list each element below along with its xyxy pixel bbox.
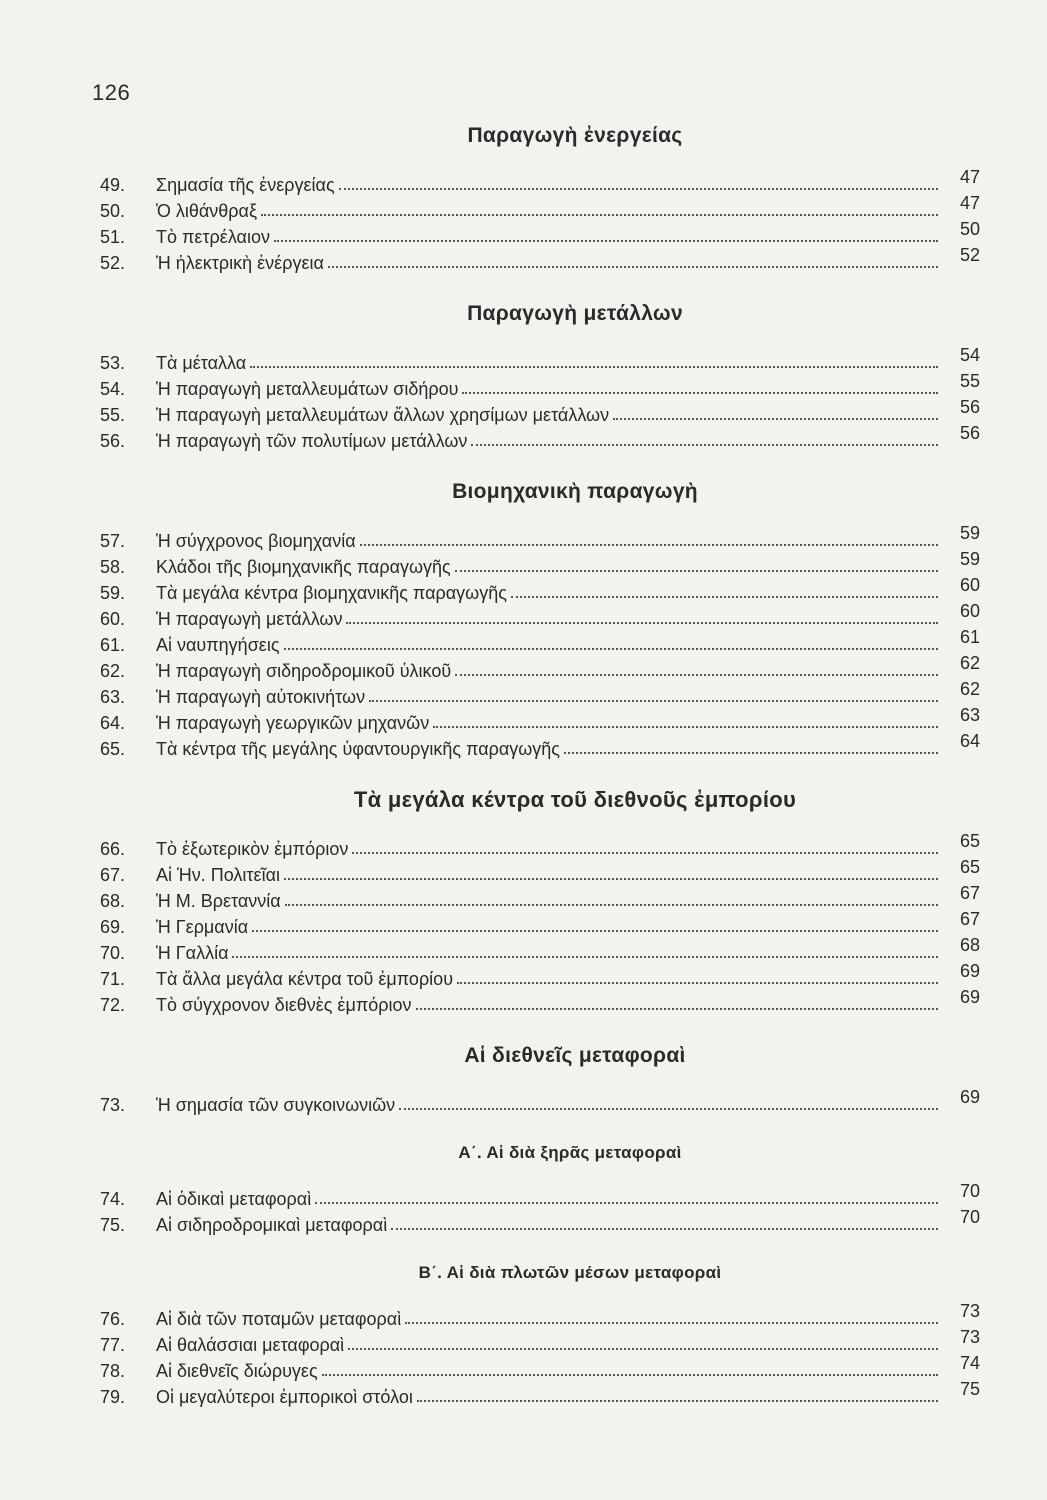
- entry-number: 62.: [100, 661, 126, 681]
- toc-entry: [100, 1207, 980, 1236]
- toc-entry: [100, 961, 980, 990]
- entry-page: 60: [959, 575, 980, 595]
- toc-entry: [100, 1353, 980, 1382]
- entry-page: 68: [959, 935, 980, 955]
- entry-number: 55.: [100, 405, 126, 425]
- entry-page: 73: [959, 1327, 980, 1347]
- toc-entry: [100, 909, 980, 938]
- entry-page: 75: [959, 1379, 980, 1399]
- leader-dots: [232, 956, 938, 958]
- toc-entry: [100, 193, 980, 222]
- entry-title: Αἱ ὁδικαὶ μεταφοραὶ: [156, 1189, 312, 1209]
- entry-page: 73: [959, 1301, 980, 1321]
- entry-number: 72.: [100, 995, 126, 1015]
- toc-entry: [100, 731, 980, 760]
- entry-number: 75.: [100, 1215, 126, 1235]
- entry-page: 59: [959, 549, 980, 569]
- entry-title: Τὰ κέντρα τῆς μεγάλης ὑφαντουργικῆς παραγωγῆς: [156, 739, 560, 759]
- entry-title: Τὸ ἐξωτερικὸν ἐμπόριον: [156, 839, 349, 859]
- leader-dots: [417, 1400, 938, 1402]
- leader-dots: [284, 878, 938, 880]
- leader-dots: [471, 444, 938, 446]
- entry-page: 62: [959, 653, 980, 673]
- toc-entry: [100, 1181, 980, 1210]
- toc-entry: [100, 1379, 980, 1408]
- leader-dots: [433, 726, 938, 728]
- entry-page: 54: [959, 345, 980, 365]
- entry-title: Τὸ πετρέλαιον: [156, 227, 270, 247]
- toc-entry: [100, 397, 980, 426]
- entry-page: 47: [959, 193, 980, 213]
- toc-entry: [100, 653, 980, 682]
- leader-dots: [416, 1008, 939, 1010]
- entry-title: Σημασία τῆς ἐνεργείας: [156, 175, 335, 195]
- entry-page: 56: [959, 423, 980, 443]
- entry-number: 61.: [100, 635, 126, 655]
- entry-page: 56: [959, 397, 980, 417]
- entry-title: Ἡ παραγωγὴ μεταλλευμάτων ἄλλων χρησίμων μετάλλων: [156, 405, 610, 425]
- toc-entry: [100, 549, 980, 578]
- toc-entry: [100, 219, 980, 248]
- entry-number: 54.: [100, 379, 126, 399]
- entry-title: Αἱ διεθνεῖς διώρυγες: [156, 1361, 318, 1381]
- entry-title: Ἡ παραγωγὴ τῶν πολυτίμων μετάλλων: [156, 431, 468, 451]
- toc-entry: [100, 935, 980, 964]
- entry-title: Τὰ ἄλλα μεγάλα κέντρα τοῦ ἐμπορίου: [156, 969, 454, 989]
- leader-dots: [285, 904, 938, 906]
- entry-title: Ἡ Γερμανία: [156, 917, 249, 937]
- entry-page: 69: [959, 1087, 980, 1107]
- entry-number: 53.: [100, 353, 126, 373]
- leader-dots: [252, 930, 938, 932]
- leader-dots: [328, 266, 938, 268]
- toc-section-land-transport: [100, 1138, 980, 1236]
- leader-dots: [352, 852, 938, 854]
- entry-page: 67: [959, 909, 980, 929]
- toc-entry: [100, 167, 980, 196]
- entry-page: 69: [959, 987, 980, 1007]
- leader-dots: [391, 1228, 938, 1230]
- entry-number: 49.: [100, 175, 126, 195]
- entry-title: Κλάδοι τῆς βιομηχανικῆς παραγωγῆς: [156, 557, 451, 577]
- toc-entry: [100, 523, 980, 552]
- entry-title: Ἡ σύγχρονος βιομηχανία: [156, 531, 356, 551]
- entry-page: 55: [959, 371, 980, 391]
- leader-dots: [250, 366, 938, 368]
- entry-title: Τὰ μεγάλα κέντρα βιομηχανικῆς παραγωγῆς: [156, 583, 507, 603]
- entry-number: 51.: [100, 227, 126, 247]
- entry-title: Ἡ ἠλεκτρικὴ ἐνέργεια: [156, 253, 324, 273]
- section-heading: Παραγωγὴ μετάλλων: [467, 302, 683, 325]
- entry-title: Ὁ λιθάνθραξ: [156, 201, 258, 221]
- leader-dots: [274, 240, 938, 242]
- entry-title: Τὰ μέταλλα: [156, 353, 247, 373]
- entry-number: 67.: [100, 865, 126, 885]
- entry-number: 73.: [100, 1095, 126, 1115]
- toc-entry: [100, 575, 980, 604]
- entry-title: Ἡ Γαλλία: [156, 943, 229, 963]
- entry-title: Οἱ μεγαλύτεροι ἐμπορικοὶ στόλοι: [156, 1387, 413, 1407]
- leader-dots: [284, 648, 938, 650]
- toc-entry: [100, 987, 980, 1016]
- entry-page: 62: [959, 679, 980, 699]
- entry-title: Ἡ παραγωγὴ γεωργικῶν μηχανῶν: [156, 713, 430, 733]
- entry-title: Αἱ ναυπηγήσεις: [156, 635, 280, 655]
- toc-section-transport: [100, 1038, 980, 1116]
- entry-number: 57.: [100, 531, 126, 551]
- entry-number: 79.: [100, 1387, 126, 1407]
- section-heading: Β΄. Αἱ διὰ πλωτῶν μέσων μεταφοραὶ: [418, 1263, 722, 1282]
- toc-entry: [100, 883, 980, 912]
- entry-number: 71.: [100, 969, 126, 989]
- leader-dots: [315, 1202, 938, 1204]
- entry-title: Αἱ Ἡν. Πολιτεῖαι: [156, 865, 280, 885]
- toc-entry: [100, 831, 980, 860]
- section-heading: Τὰ μεγάλα κέντρα τοῦ διεθνοῦς ἐμπορίου: [353, 787, 797, 812]
- leader-dots: [405, 1322, 938, 1324]
- entry-page: 63: [959, 705, 980, 725]
- section-heading: Παραγωγὴ ἐνεργείας: [467, 124, 683, 147]
- toc-entry: [100, 601, 980, 630]
- entry-number: 70.: [100, 943, 126, 963]
- toc-section-energy: [100, 118, 980, 274]
- entry-number: 58.: [100, 557, 126, 577]
- entry-number: 64.: [100, 713, 126, 733]
- entry-page: 69: [959, 961, 980, 981]
- entry-page: 47: [959, 167, 980, 187]
- entry-page: 70: [959, 1181, 980, 1201]
- entry-title: Ἡ παραγωγὴ αὐτοκινήτων: [156, 687, 366, 707]
- leader-dots: [455, 570, 938, 572]
- entry-number: 74.: [100, 1189, 126, 1209]
- entry-page: 74: [959, 1353, 980, 1373]
- toc-section-metals: [100, 296, 980, 452]
- entry-number: 69.: [100, 917, 126, 937]
- entry-title: Αἱ διὰ τῶν ποταμῶν μεταφοραὶ: [156, 1309, 402, 1329]
- entry-page: 60: [959, 601, 980, 621]
- entry-title: Ἡ σημασία τῶν συγκοινωνιῶν: [156, 1095, 396, 1115]
- leader-dots: [346, 622, 938, 624]
- entry-title: Ἡ παραγωγὴ μετάλλων: [156, 609, 343, 629]
- leader-dots: [360, 544, 938, 546]
- leader-dots: [511, 596, 938, 598]
- leader-dots: [339, 188, 938, 190]
- entry-page: 50: [959, 219, 980, 239]
- entry-number: 76.: [100, 1309, 126, 1329]
- toc-entry: [100, 371, 980, 400]
- entry-page: 52: [959, 245, 980, 265]
- entry-title: Τὸ σύγχρονον διεθνὲς ἐμπόριον: [156, 995, 412, 1015]
- toc-entry: [100, 857, 980, 886]
- entry-title: Αἱ θαλάσσιαι μεταφοραὶ: [156, 1335, 345, 1355]
- toc-entry: [100, 679, 980, 708]
- entry-page: 70: [959, 1207, 980, 1227]
- entry-page: 64: [959, 731, 980, 751]
- entry-page: 61: [959, 627, 980, 647]
- toc-section-water-transport: [100, 1258, 980, 1408]
- leader-dots: [369, 700, 938, 702]
- toc-section-industry: [100, 474, 980, 760]
- entry-number: 63.: [100, 687, 126, 707]
- entry-title: Αἱ σιδηροδρομικαὶ μεταφοραὶ: [156, 1215, 388, 1235]
- leader-dots: [613, 418, 938, 420]
- entry-page: 65: [959, 857, 980, 877]
- toc-entry: [100, 705, 980, 734]
- entry-number: 59.: [100, 583, 126, 603]
- leader-dots: [455, 674, 938, 676]
- entry-number: 77.: [100, 1335, 126, 1355]
- entry-number: 56.: [100, 431, 126, 451]
- section-heading: Βιομηχανικὴ παραγωγὴ: [452, 480, 698, 503]
- entry-title: Ἡ Μ. Βρεταννία: [156, 891, 281, 911]
- toc-entry: [100, 345, 980, 374]
- leader-dots: [322, 1374, 938, 1376]
- toc-entry: [100, 1087, 980, 1116]
- entry-number: 66.: [100, 839, 126, 859]
- leader-dots: [261, 214, 938, 216]
- toc-entry: [100, 1327, 980, 1356]
- entry-number: 52.: [100, 253, 126, 273]
- toc-entry: [100, 423, 980, 452]
- page-number: 126: [92, 80, 131, 105]
- entry-number: 68.: [100, 891, 126, 911]
- entry-page: 59: [959, 523, 980, 543]
- entry-page: 65: [959, 831, 980, 851]
- leader-dots: [348, 1348, 938, 1350]
- entry-number: 50.: [100, 201, 126, 221]
- entry-number: 60.: [100, 609, 126, 629]
- leader-dots: [399, 1108, 938, 1110]
- leader-dots: [457, 982, 938, 984]
- leader-dots: [564, 752, 938, 754]
- section-heading: Αἱ διεθνεῖς μεταφοραὶ: [464, 1044, 686, 1067]
- entry-number: 78.: [100, 1361, 126, 1381]
- section-heading: Α΄. Αἱ διὰ ξηρᾶς μεταφοραὶ: [458, 1143, 682, 1162]
- toc-entry: [100, 1301, 980, 1330]
- toc-entry: [100, 245, 980, 274]
- entry-number: 65.: [100, 739, 126, 759]
- entry-title: Ἡ παραγωγὴ σιδηροδρομικοῦ ὑλικοῦ: [156, 661, 452, 681]
- toc-entry: [100, 627, 980, 656]
- entry-page: 67: [959, 883, 980, 903]
- leader-dots: [462, 392, 938, 394]
- table-of-contents: [100, 118, 980, 1408]
- entry-title: Ἡ παραγωγὴ μεταλλευμάτων σιδήρου: [156, 379, 459, 399]
- toc-section-trade: [100, 782, 980, 1016]
